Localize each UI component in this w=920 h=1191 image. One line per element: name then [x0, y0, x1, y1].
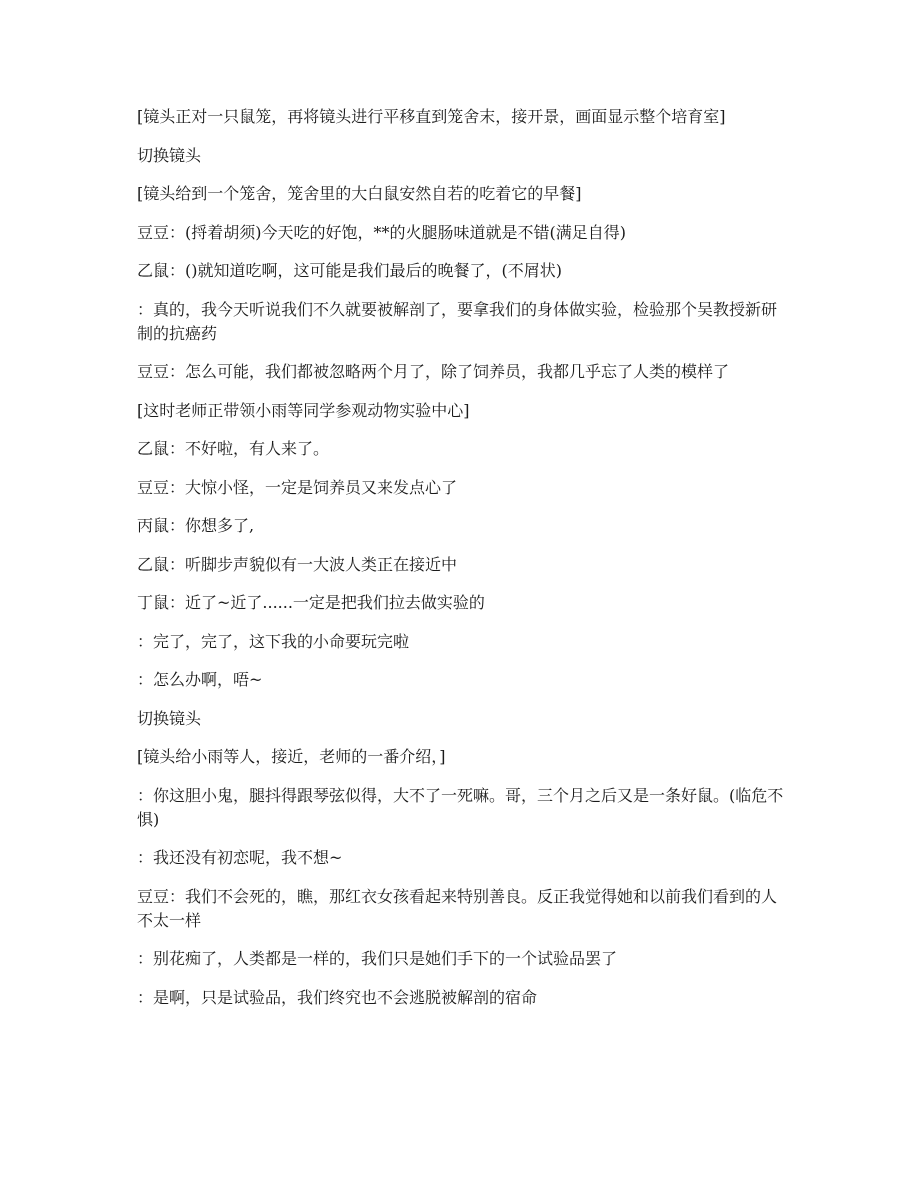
script-line: ：你这胆小鬼，腿抖得跟琴弦似得，大不了一死嘛。哥，三个月之后又是一条好鼠。(临危不惧) — [137, 785, 784, 829]
script-line: [这时老师正带领小雨等同学参观动物实验中心] — [137, 400, 470, 420]
script-line: 乙鼠：不好啦，有人来了。 — [137, 439, 330, 458]
script-line: ：完了，完了，这下我的小命要玩完啦 — [137, 631, 410, 651]
script-line: 切换镜头 — [137, 145, 202, 165]
script-line: 豆豆：大惊小怪，一定是饲养员又来发点心了 — [137, 477, 458, 497]
script-line: [镜头正对一只鼠笼，再将镜头进行平移直到笼舍末，接开景，画面显示整个培育室] — [137, 107, 726, 126]
script-line: 切换镜头 — [137, 708, 202, 728]
script-line: 乙鼠：()就知道吃啊，这可能是我们最后的晚餐了，(不屑状) — [137, 261, 562, 280]
script-line: [镜头给到一个笼舍，笼舍里的大白鼠安然自若的吃着它的早餐] — [137, 184, 582, 203]
script-line: ：是啊，只是试验品，我们终究也不会逃脱被解剖的宿命 — [137, 987, 538, 1007]
script-line: 豆豆：(捋着胡须)今天吃的好饱，**的火腿肠味道就是不错(满足自得) — [137, 222, 626, 242]
script-line: ：我还没有初恋呢，我不想~ — [137, 848, 343, 867]
script-line: ：真的，我今天听说我们不久就要被解剖了，要拿我们的身体做实验，检验那个吴教授新研制的抗癌药 — [137, 299, 778, 343]
script-line: 丙鼠：你想多了, — [137, 516, 255, 535]
script-line: ：别花痴了，人类都是一样的，我们只是她们手下的一个试验品罢了 — [137, 949, 618, 968]
script-line: 丁鼠：近了~近了......一定是把我们拉去做实验的 — [137, 593, 485, 612]
script-line: 豆豆：我们不会死的，瞧，那红衣女孩看起来特别善良。反正我觉得她和以前我们看到的人不太一样 — [137, 886, 778, 930]
script-line: ：怎么办啊，唔~ — [137, 670, 263, 689]
script-line: 豆豆：怎么可能，我们都被忽略两个月了，除了饲养员，我都几乎忘了人类的模样了 — [137, 362, 730, 381]
document-page — [137, 105, 792, 1024]
script-line: 乙鼠：听脚步声貌似有一大波人类正在接近中 — [137, 554, 458, 574]
script-line: [镜头给小雨等人，接近，老师的一番介绍，] — [137, 747, 446, 766]
